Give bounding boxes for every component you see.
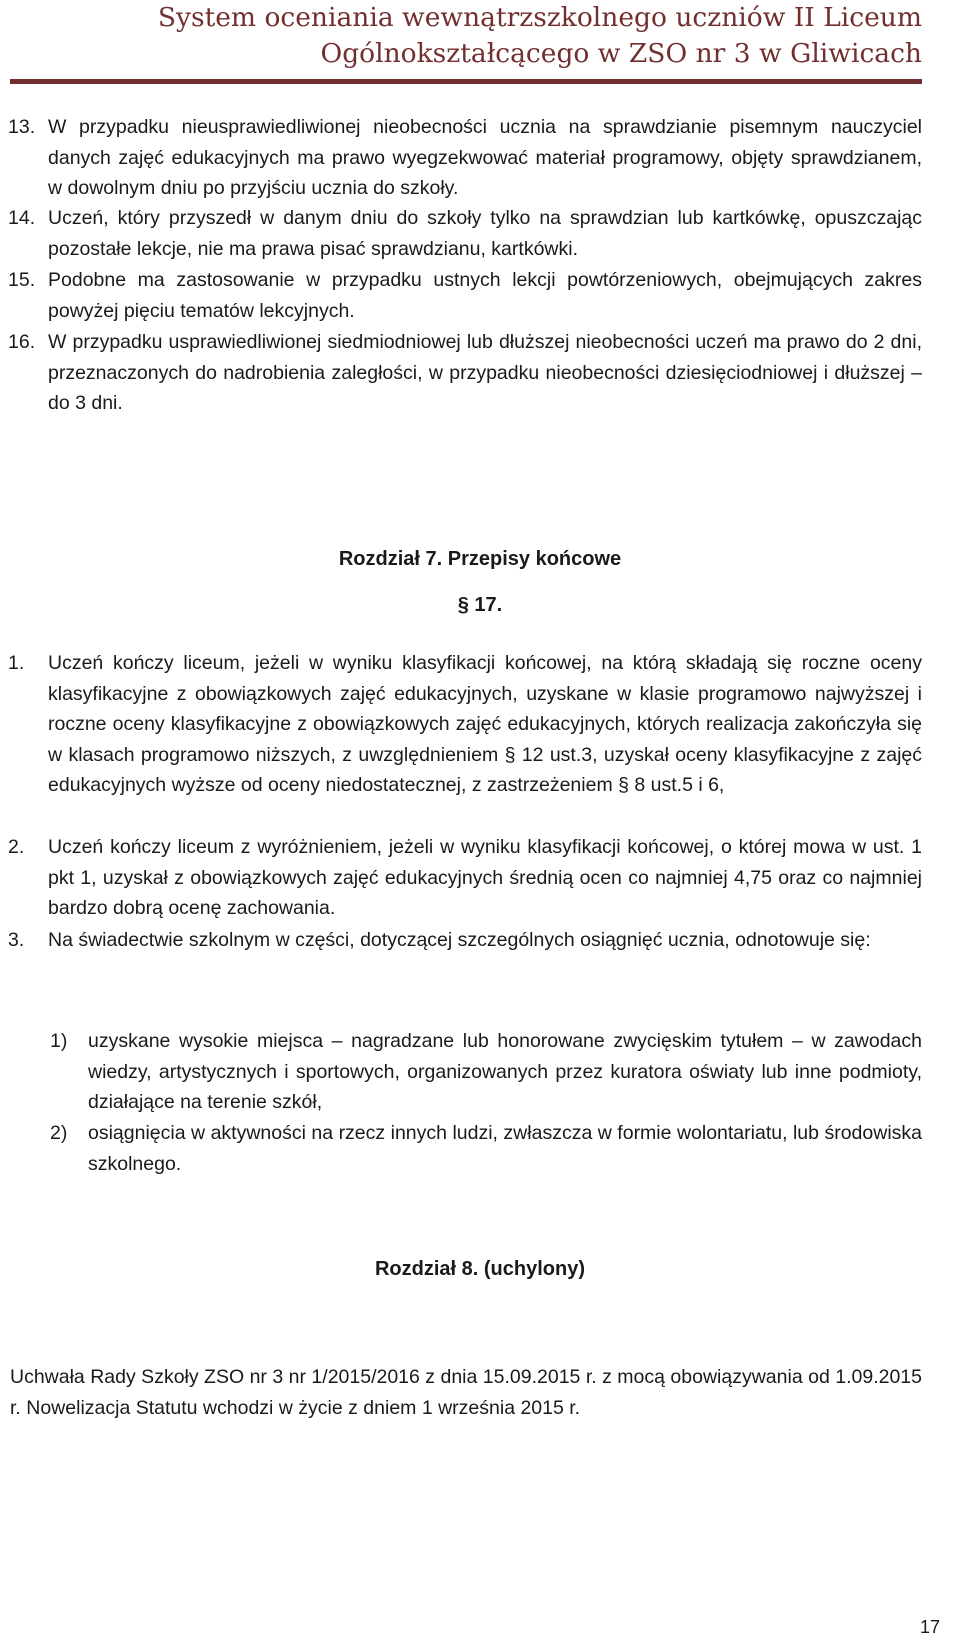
list-item-number: 16. — [8, 331, 36, 353]
header-title-line-2: Ogólnokształcącego w ZSO nr 3 w Gliwicach — [320, 38, 922, 69]
list-item-number: 14. — [8, 207, 36, 229]
sub-list-item — [50, 1118, 922, 1179]
sub-list-item-text: uzyskane wysokie miejsca – nagradzane lub honorowane zwycięskim tytułem – w zawodach wiedzy, artystycznych i sportowych, organizowanych przez kuratora oświaty lub inne podmioty, działające na terenie szkół, — [88, 1030, 922, 1113]
header-divider — [10, 79, 922, 84]
resolution-note: Uchwała Rady Szkoły ZSO nr 3 nr 1/2015/2016 z dnia 15.09.2015 r. z mocą obowiązywania od 1.09.2015 r. Nowelizacja Statutu wchodzi w życie z dniem 1 września 2015 r. — [10, 1366, 922, 1419]
list-item-text: W przypadku usprawiedliwionej siedmiodniowej lub dłuższej nieobecności uczeń ma prawo do 2 dni, przeznaczonych do nadrobienia zaległości, w przypadku nieobecności dziesięciodniowej i dłuższej – do 3 dni. — [48, 331, 922, 414]
chapter-8-title: Rozdział 8. (uchylony) — [374, 1258, 586, 1280]
list-item-number: 13. — [8, 116, 36, 138]
list-item-text: Uczeń, który przyszedł w danym dniu do szkoły tylko na sprawdzian lub kartkówkę, opuszczając pozostałe lekcje, nie ma prawa pisać sprawdzianu, kartkówki. — [48, 207, 922, 260]
list-item-number: 2. — [8, 836, 25, 858]
list-item — [8, 203, 922, 264]
header-title-line-1: System oceniania wewnątrzszkolnego uczniów II Liceum — [157, 2, 922, 33]
list-item-number: 1. — [8, 652, 25, 674]
page-header — [0, 0, 922, 72]
sub-list-item-number: 1) — [50, 1030, 68, 1052]
paragraph-17-title: § 17. — [457, 594, 503, 616]
sub-list-item-text: osiągnięcia w aktywności na rzecz innych ludzi, zwłaszcza w formie wolontariatu, lub środowiska szkolnego. — [88, 1122, 922, 1175]
sub-list-item-number: 2) — [50, 1122, 68, 1144]
sub-list-item — [50, 1026, 922, 1118]
list-item-number: 3. — [8, 929, 25, 951]
list-item — [8, 832, 922, 924]
list-item-number: 15. — [8, 269, 36, 291]
page-number: 17 — [919, 1617, 940, 1637]
list-item — [8, 327, 922, 419]
list-item — [8, 265, 922, 326]
list-item-text: W przypadku nieusprawiedliwionej nieobecności ucznia na sprawdzianie pisemnym nauczyciel danych zajęć edukacyjnych ma prawo wyegzekwować materiał programowy, objęty sprawdzianem, w dowolnym dniu po przyjściu ucznia do szkoły. — [48, 116, 922, 199]
list-item-text: Na świadectwie szkolnym w części, dotyczącej szczególnych osiągnięć ucznia, odnotowuje się: — [48, 929, 871, 951]
list-item-text: Uczeń kończy liceum z wyróżnieniem, jeżeli w wyniku klasyfikacji końcowej, o której mowa w ust. 1 pkt 1, uzyskał z obowiązkowych zajęć edukacyjnych średnią ocen co najmniej 4,75 oraz co najmniej bardzo dobrą ocenę zachowania. — [48, 836, 922, 919]
list-item — [8, 925, 922, 956]
list-item-text: Uczeń kończy liceum, jeżeli w wyniku klasyfikacji końcowej, na którą składają się roczne oceny klasyfikacyjne z obowiązkowych zajęć edukacyjnych, uzyskane w klasie programowo najwyższej i roczne oceny klasyfikacyjne z obowiązkowych zajęć edukacyjnych, których realizacja zakończyła się w klasach programowo niższych, z uwzględnieniem § 12 ust.3, uzyskał oceny klasyfikacyjne z zajęć edukacyjnych wyższe od oceny niedostatecznej, z zastrzeżeniem § 8 ust.5 i 6, — [48, 652, 922, 796]
list-item — [8, 648, 922, 801]
list-item-text: Podobne ma zastosowanie w przypadku ustnych lekcji powtórzeniowych, obejmujących zakres powyżej pięciu tematów lekcyjnych. — [48, 269, 922, 322]
chapter-7-title: Rozdział 7. Przepisy końcowe — [338, 548, 622, 570]
list-item — [8, 112, 922, 204]
